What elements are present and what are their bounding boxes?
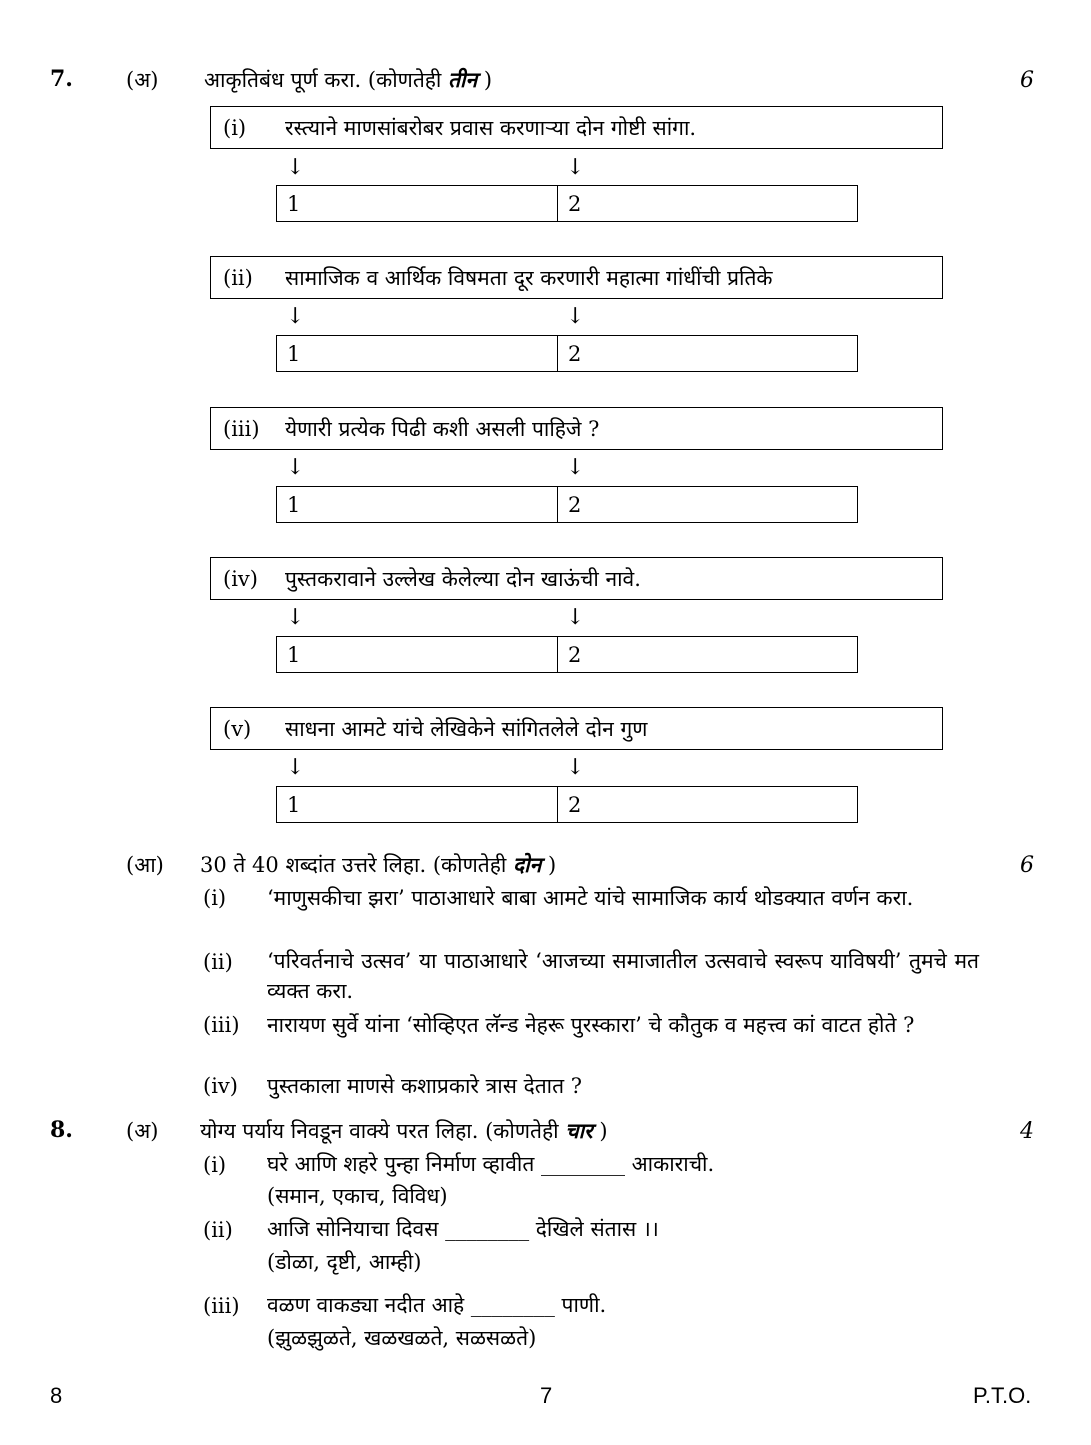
marks: 4 (1020, 1119, 1034, 1144)
item-text: नारायण सुर्वे यांना ‘सोव्हिएत लॅन्ड नेहरू पुरस्कारा’ चे कौतुक व महत्त्व कां वाटत होते ? (267, 1013, 915, 1037)
item-number: (i) (203, 1153, 227, 1177)
down-arrow-icon: ↓ (286, 605, 305, 630)
instruction: आकृतिबंध पूर्ण करा. (कोणतेही तीन ) (204, 67, 493, 92)
subquestion-label: (अ) (126, 68, 159, 92)
item-text: घरे आणि शहरे पुन्हा निर्माण व्हावीत ________ आकाराची. (267, 1152, 715, 1176)
box-number: (v) (223, 716, 252, 741)
answer-cell: 2 (557, 637, 857, 672)
instruction: योग्य पर्याय निवडून वाक्ये परत लिहा. (कोणतेही चार ) (200, 1118, 608, 1143)
item-options: (झुळझुळते, खळखळते, सळसळते) (267, 1326, 537, 1350)
box-number: (iii) (223, 416, 260, 441)
item-text: पुस्तकाला माणसे कशाप्रकारे त्रास देतात ? (267, 1074, 583, 1098)
item-number: (iii) (203, 1294, 240, 1318)
item-options: (समान, एकाच, विविध) (267, 1184, 448, 1208)
box-text: पुस्तकरावाने उल्लेख केलेल्या दोन खाऊंची नावे. (285, 566, 641, 591)
down-arrow-icon: ↓ (566, 455, 585, 480)
down-arrow-icon: ↓ (286, 155, 305, 180)
down-arrow-icon: ↓ (286, 755, 305, 780)
answer-row (276, 636, 858, 673)
box-number: (i) (223, 115, 247, 140)
question-box (210, 407, 943, 450)
item-number: (iii) (203, 1013, 240, 1037)
answer-cell: 1 (287, 341, 301, 366)
box-text: येणारी प्रत्येक पिढी कशी असली पाहिजे ? (285, 416, 600, 441)
box-text: रस्त्याने माणसांबरोबर प्रवास करणाऱ्या दोन गोष्टी सांगा. (285, 115, 697, 140)
box-number: (ii) (223, 265, 253, 290)
question-number: 8. (50, 1117, 73, 1143)
item-text: ‘परिवर्तनाचे उत्सव’ या पाठाआधारे ‘आजच्या समाजातील उत्सवाचे स्वरूप याविषयी’ तुमचे मत व्यक्त करा. (267, 949, 979, 1003)
question-number: 7. (50, 66, 73, 92)
item-number: (i) (203, 886, 227, 910)
answer-cell: 2 (557, 336, 857, 371)
box-text: सामाजिक व आर्थिक विषमता दूर करणारी महात्मा गांधींची प्रतिके (285, 265, 773, 290)
subquestion-label: (आ) (126, 853, 164, 877)
answer-cell: 2 (557, 787, 857, 822)
question-box (210, 707, 943, 750)
answer-cell: 1 (287, 792, 301, 817)
item-text: आजि सोनियाचा दिवस ________ देखिले संतास ।। (267, 1217, 659, 1241)
down-arrow-icon: ↓ (286, 304, 305, 329)
question-box (210, 106, 943, 149)
answer-row (276, 335, 858, 372)
item-number: (iv) (203, 1074, 238, 1098)
question-box (210, 557, 943, 600)
item-number: (ii) (203, 1218, 233, 1242)
instruction: 30 ते 40 शब्दांत उत्तरे लिहा. (कोणतेही दोन ) (200, 852, 557, 877)
box-number: (iv) (223, 566, 258, 591)
pto-label: P.T.O. (973, 1383, 1032, 1408)
down-arrow-icon: ↓ (566, 155, 585, 180)
item-options: (डोळा, दृष्टी, आम्ही) (267, 1250, 422, 1274)
marks: 6 (1020, 68, 1034, 93)
down-arrow-icon: ↓ (566, 605, 585, 630)
marks: 6 (1020, 853, 1034, 878)
down-arrow-icon: ↓ (286, 455, 305, 480)
item-number: (ii) (203, 950, 233, 974)
answer-row (276, 185, 858, 222)
subquestion-label: (अ) (126, 1119, 159, 1143)
answer-row (276, 786, 858, 823)
item-text: वळण वाकड्या नदीत आहे ________ पाणी. (267, 1293, 607, 1317)
footer-code: 8 (50, 1383, 63, 1408)
down-arrow-icon: ↓ (566, 304, 585, 329)
answer-cell: 2 (557, 487, 857, 522)
question-box (210, 256, 943, 299)
down-arrow-icon: ↓ (566, 755, 585, 780)
item-text: ‘माणुसकीचा झरा’ पाठाआधारे बाबा आमटे यांचे सामाजिक कार्य थोडक्यात वर्णन करा. (267, 886, 914, 910)
page-number: 7 (540, 1383, 553, 1408)
answer-cell: 1 (287, 191, 301, 216)
answer-cell: 1 (287, 492, 301, 517)
box-text: साधना आमटे यांचे लेखिकेने सांगितलेले दोन गुण (285, 716, 648, 741)
answer-row (276, 486, 858, 523)
answer-cell: 2 (557, 186, 857, 221)
answer-cell: 1 (287, 642, 301, 667)
